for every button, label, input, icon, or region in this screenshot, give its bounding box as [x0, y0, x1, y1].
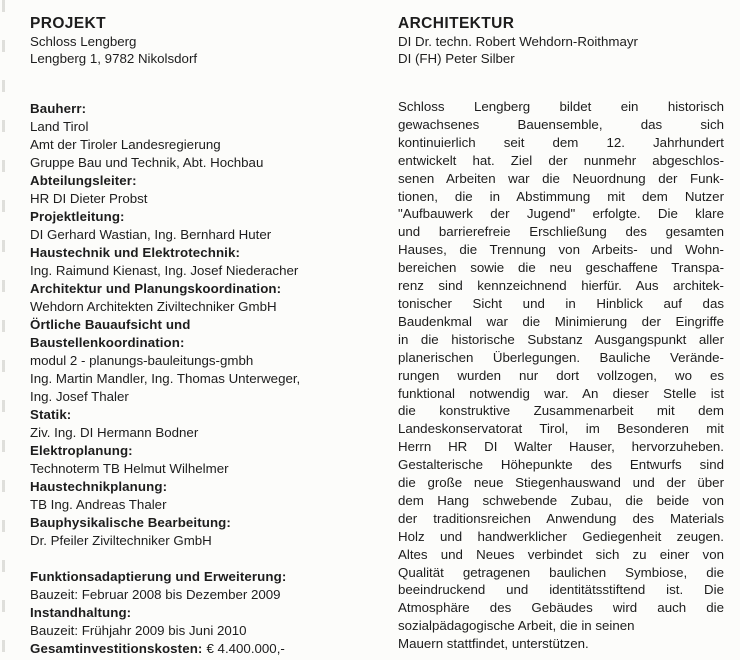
architect-name-line: DI Dr. techn. Robert Wehdorn-Roithmayr: [398, 34, 638, 49]
description-line: Gestalterische Höhepunkte des Entwurfs sind: [398, 457, 724, 473]
description-line: Mauern stattfindet, unterstützen.: [398, 636, 589, 652]
description-line: der traditionsreichen Anwendung des Materials: [398, 510, 724, 526]
project-detail-line: Haustechnik und Elektrotechnik:: [30, 245, 240, 260]
project-fact-line: Instandhaltung:: [30, 605, 132, 620]
description-line: planerischen Überlegungen. Bauliche Verände-: [398, 349, 724, 365]
project-detail-line: Elektroplanung:: [30, 443, 133, 458]
project-address-line: Schloss Lengberg: [30, 34, 137, 49]
description-line: Altes und Neues verbindet sich zu einer von: [398, 546, 724, 562]
description-line: gewachsenes Bauensemble, das sich: [398, 116, 724, 132]
project-detail-line: modul 2 - planungs-bauleitungs-gmbh: [30, 353, 254, 368]
description-line: in die historische Substanz Ausgangspunkt aller: [398, 331, 724, 347]
description-line: renz sind kennzeichnend hierfür. Aus architek-: [398, 278, 724, 294]
description-line: entwickelt hat. Ziel der nunmehr abgeschlos-: [398, 152, 724, 168]
architect-name-line: DI (FH) Peter Silber: [398, 51, 515, 66]
scan-edge-artifact: [2, 0, 5, 660]
description-line: beeindruckend und identitätsstiftend ist. Die: [398, 582, 724, 598]
description-line: Hauses, die Trennung von Arbeits- und Wohn-: [398, 242, 724, 258]
project-detail-line: HR DI Dieter Probst: [30, 191, 148, 206]
project-section-title: PROJEKT: [30, 15, 107, 32]
description-line: Landeskonservatorat Tirol, im Besonderen mit: [398, 421, 724, 437]
description-line: tionen, die in Abstimmung mit dem Nutzer: [398, 188, 724, 204]
project-fact-line: Bauzeit: Februar 2008 bis Dezember 2009: [30, 587, 281, 602]
project-address: [30, 33, 362, 67]
total-investment-line: [30, 640, 362, 658]
description-line: Herrn HR DI Walter Hauser, hervorzuheben.: [398, 439, 724, 455]
description-line: Atmosphäre des Gebäudes wird auch die: [398, 600, 724, 616]
project-address-line: Lengberg 1, 9782 Nikolsdorf: [30, 51, 198, 66]
description-line: und barrierefreie Erschließung des gesamten: [398, 224, 724, 240]
project-detail-line: Projektleitung:: [30, 209, 125, 224]
project-detail-line: Dr. Pfeiler Ziviltechniker GmbH: [30, 533, 212, 548]
project-detail-line: Haustechnikplanung:: [30, 479, 168, 494]
project-detail-line: Ing. Raimund Kienast, Ing. Josef Niederacher: [30, 263, 299, 278]
description-line: "Aufbauwerk der Jugend" erfolgte. Die klare: [398, 206, 724, 222]
description-line: die konstruktive Zusammenarbeit mit dem: [398, 403, 724, 419]
description-line: tonischer Sicht und in Hinblick auf das: [398, 295, 724, 311]
project-detail-line: Statik:: [30, 407, 72, 422]
architects-names: [398, 33, 724, 67]
description-line: senen Arbeiten war die Neuordnung der Funk-: [398, 170, 724, 186]
description-line: dem Hang schwebende Zubau, die beide von: [398, 492, 724, 508]
project-detail-line: Architektur und Planungskoordination:: [30, 281, 282, 296]
project-detail-line: Abteilungsleiter:: [30, 173, 137, 188]
project-fact-line: Bauzeit: Frühjahr 2009 bis Juni 2010: [30, 623, 247, 638]
description-line: Schloss Lengberg bildet ein historisch: [398, 99, 724, 114]
project-detail-line: Ziv. Ing. DI Hermann Bodner: [30, 425, 199, 440]
project-detail-line: Wehdorn Architekten Ziviltechniker GmbH: [30, 299, 277, 314]
description-line: Qualität getragenen baulichen Symbiose, die: [398, 564, 724, 580]
description-line: funktional notwendig war. An dieser Stelle ist: [398, 385, 724, 401]
description-line: rungen wurden nur dort vollzogen, wo es: [398, 367, 724, 383]
project-detail-line: Ing. Martin Mandler, Ing. Thomas Unterweger,: [30, 371, 301, 386]
description-line: Baudenkmal war die Minimierung der Eingriffe: [398, 313, 724, 329]
project-detail-line: Amt der Tiroler Landesregierung: [30, 137, 221, 152]
description-paragraph: [398, 98, 724, 653]
project-detail-line: Bauherr:: [30, 101, 87, 116]
description-line: sozialpädagogische Arbeit, die in seinen: [398, 618, 635, 634]
project-column: [30, 14, 362, 658]
architecture-column: [398, 14, 724, 653]
project-detail-line: Baustellenkoordination:: [30, 335, 185, 350]
project-fact-line: Funktionsadaptierung und Erweiterung:: [30, 569, 287, 584]
architecture-section-title: ARCHITEKTUR: [398, 15, 515, 32]
description-line: Holz und handwerklicher Gediegenheit zeugen.: [398, 528, 724, 544]
project-detail-line: Gruppe Bau und Technik, Abt. Hochbau: [30, 155, 264, 170]
description-line: bereichen sowie die neu geschaffene Transpa-: [398, 260, 724, 276]
project-facts-list: [30, 568, 362, 640]
project-details-list: [30, 100, 362, 550]
project-detail-line: TB Ing. Andreas Thaler: [30, 497, 167, 512]
project-detail-line: Technoterm TB Helmut Wilhelmer: [30, 461, 229, 476]
description-line: kontinuierlich seit dem 12. Jahrhundert: [398, 134, 724, 150]
project-detail-line: Bauphysikalische Bearbeitung:: [30, 515, 231, 530]
project-detail-line: DI Gerhard Wastian, Ing. Bernhard Huter: [30, 227, 272, 242]
total-investment-value: € 4.400.000,-: [206, 641, 285, 656]
description-line: die große neue Stiegenhauswand und der über: [398, 475, 724, 491]
total-investment-label: Gesamtinvestitionskosten:: [30, 641, 203, 656]
project-detail-line: Örtliche Bauaufsicht und: [30, 317, 191, 332]
project-detail-line: Ing. Josef Thaler: [30, 389, 129, 404]
project-detail-line: Land Tirol: [30, 119, 89, 134]
